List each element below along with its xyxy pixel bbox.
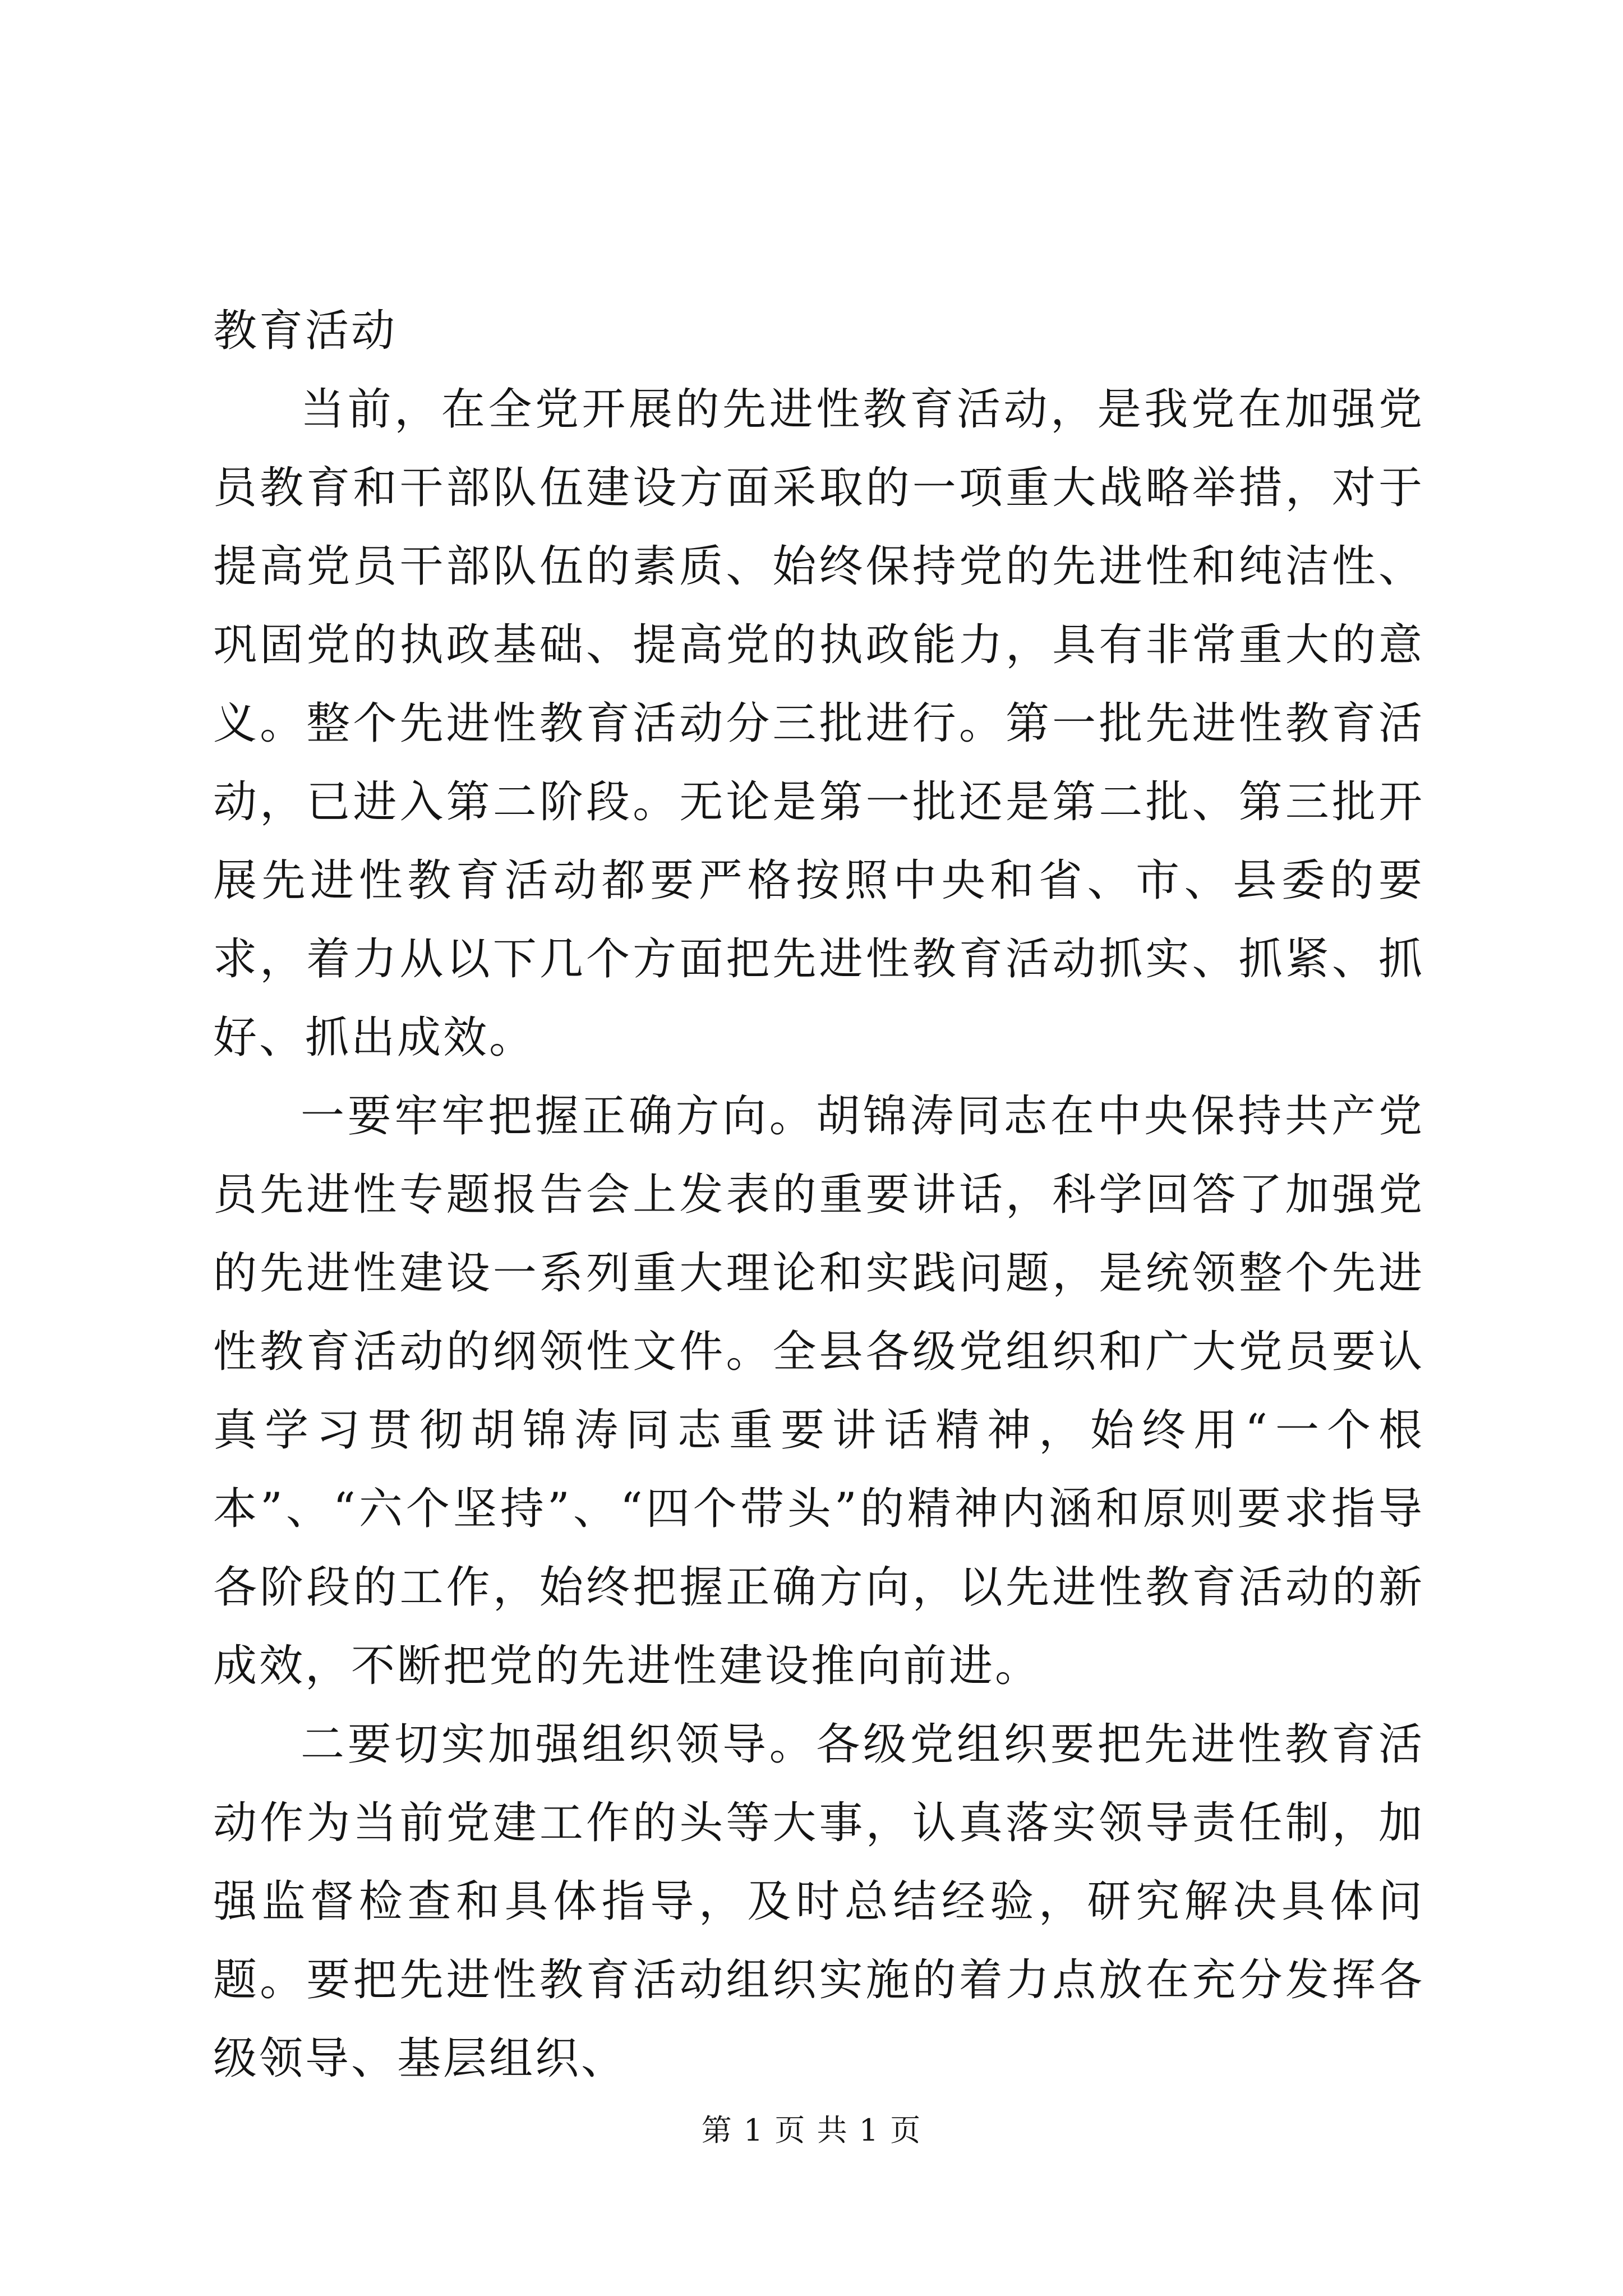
paragraph-point-one: 一要牢牢把握正确方向。胡锦涛同志在中央保持共产党员先进性专题报告会上发表的重要讲话，科学回答了加强党的先进性建设一系列重大理论和实践问题，是统领整个先进性教育活动的纲领性文件。全县各级党组织和广大党员要认真学习贯彻胡锦涛同志重要讲话精神，始终用“一个根本”、“六个坚持”、“四个带头”的精神内涵和原则要求指导各阶段的工作，始终把握正确方向，以先进性教育活动的新成效，不断把党的先进性建设推向前进。 [213, 1091, 1424, 1691]
page-footer: 第 1 页 共 1 页 [701, 2113, 922, 2148]
paragraph-intro: 当前，在全党开展的先进性教育活动，是我党在加强党员教育和干部队伍建设方面采取的一项重大战略举措，对于提高党员干部队伍的素质、始终保持党的先进性和纯洁性、巩固党的执政基础、提高党的执政能力，具有非常重大的意义。整个先进性教育活动分三批进行。第一批先进性教育活动，已进入第二阶段。无论是第一批还是第二批、第三批开展先进性教育活动都要严格按照中央和省、市、县委的要求，着力从以下几个方面把先进性教育活动抓实、抓紧、抓好、抓出成效。 [213, 384, 1424, 1063]
document-heading: 教育活动 [213, 306, 398, 356]
paragraph-point-two: 二要切实加强组织领导。各级党组织要把先进性教育活动作为当前党建工作的头等大事，认真落实领导责任制，加强监督检查和具体指导，及时总结经验，研究解决具体问题。要把先进性教育活动组织实施的着力点放在充分发挥各级领导、基层组织、 [213, 1719, 1424, 2084]
document-body [213, 292, 1424, 2098]
